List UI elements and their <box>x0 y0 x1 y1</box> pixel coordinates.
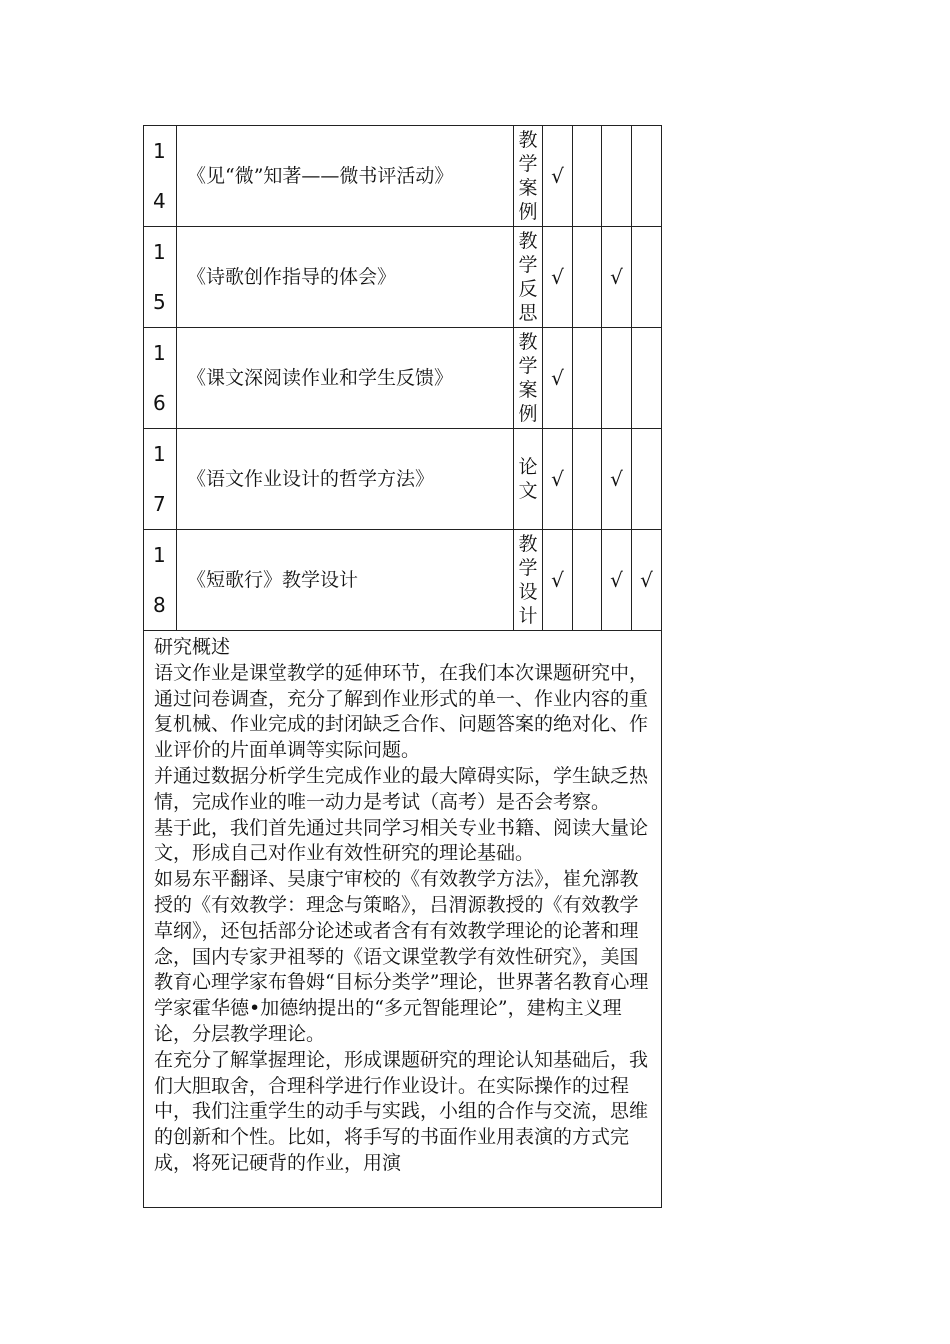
achievement-type: 教学反思 <box>514 227 543 328</box>
achievement-type: 论文 <box>514 429 543 530</box>
check-cell: √ <box>602 227 632 328</box>
check-cell: √ <box>543 126 573 227</box>
achievement-type: 教学案例 <box>514 328 543 429</box>
check-cell <box>632 328 662 429</box>
achievement-type: 教学案例 <box>514 126 543 227</box>
overview-paragraph: 在充分了解掌握理论，形成课题研究的理论认知基础后，我们大胆取舍，合理科学进行作业设计。在实际操作的过程中，我们注重学生的动手与实践，小组的合作与交流，思维的创新和个性。比如，将手写的书面作业用表演的方式完成，将死记硬背的作业，用演 <box>154 1048 649 1174</box>
check-cell <box>573 227 602 328</box>
table-row <box>144 429 662 530</box>
achievement-title: 《短歌行》教学设计 <box>177 530 514 631</box>
check-cell <box>573 429 602 530</box>
check-cell: √ <box>602 530 632 631</box>
table-row <box>144 126 662 227</box>
check-cell <box>573 126 602 227</box>
table-row <box>144 328 662 429</box>
table-row <box>144 530 662 631</box>
check-cell <box>573 328 602 429</box>
check-cell <box>602 126 632 227</box>
achievement-title: 《语文作业设计的哲学方法》 <box>177 429 514 530</box>
overview-text <box>154 635 651 1201</box>
check-cell: √ <box>602 429 632 530</box>
check-cell <box>573 530 602 631</box>
overview-cell <box>144 631 662 1208</box>
check-cell <box>602 328 632 429</box>
row-number: 15 <box>144 227 177 328</box>
row-number: 16 <box>144 328 177 429</box>
check-cell <box>632 429 662 530</box>
check-cell: √ <box>543 227 573 328</box>
overview-paragraph: 并通过数据分析学生完成作业的最大障碍实际，学生缺乏热情，完成作业的唯一动力是考试（高考）是否会考察。 <box>154 764 649 813</box>
row-number: 14 <box>144 126 177 227</box>
achievement-title: 《诗歌创作指导的体会》 <box>177 227 514 328</box>
achievement-title: 《见“微”知著——微书评活动》 <box>177 126 514 227</box>
achievement-type: 教学设计 <box>514 530 543 631</box>
check-cell: √ <box>543 429 573 530</box>
check-cell: √ <box>543 328 573 429</box>
overview-heading: 研究概述 <box>154 636 231 658</box>
row-number: 18 <box>144 530 177 631</box>
overview-paragraph: 语文作业是课堂教学的延伸环节，在我们本次课题研究中，通过问卷调查，充分了解到作业形式的单一、作业内容的重复机械、作业完成的封闭缺乏合作、问题答案的绝对化、作业评价的片面单调等实际问题。 <box>154 661 649 762</box>
achievement-title: 《课文深阅读作业和学生反馈》 <box>177 328 514 429</box>
research-results-table <box>143 125 662 1208</box>
table-row <box>144 227 662 328</box>
check-cell: √ <box>632 530 662 631</box>
overview-row <box>144 631 662 1208</box>
overview-paragraph: 基于此，我们首先通过共同学习相关专业书籍、阅读大量论文，形成自己对作业有效性研究的理论基础。 <box>154 816 649 865</box>
check-cell <box>632 227 662 328</box>
row-number: 17 <box>144 429 177 530</box>
check-cell <box>632 126 662 227</box>
overview-paragraph: 如易东平翻译、吴康宁审校的《有效教学方法》，崔允漷教授的《有效教学：理念与策略》，吕渭源教授的《有效教学草纲》，还包括部分论述或者含有有效教学理论的论著和理念，国内专家尹祖琴的《语文课堂教学有效性研究》，美国教育心理学家布鲁姆“目标分类学”理论，世界著名教育心理学家霍华德•加德纳提出的“多元智能理论”，建构主义理论，分层教学理论。 <box>154 868 649 1045</box>
check-cell: √ <box>543 530 573 631</box>
